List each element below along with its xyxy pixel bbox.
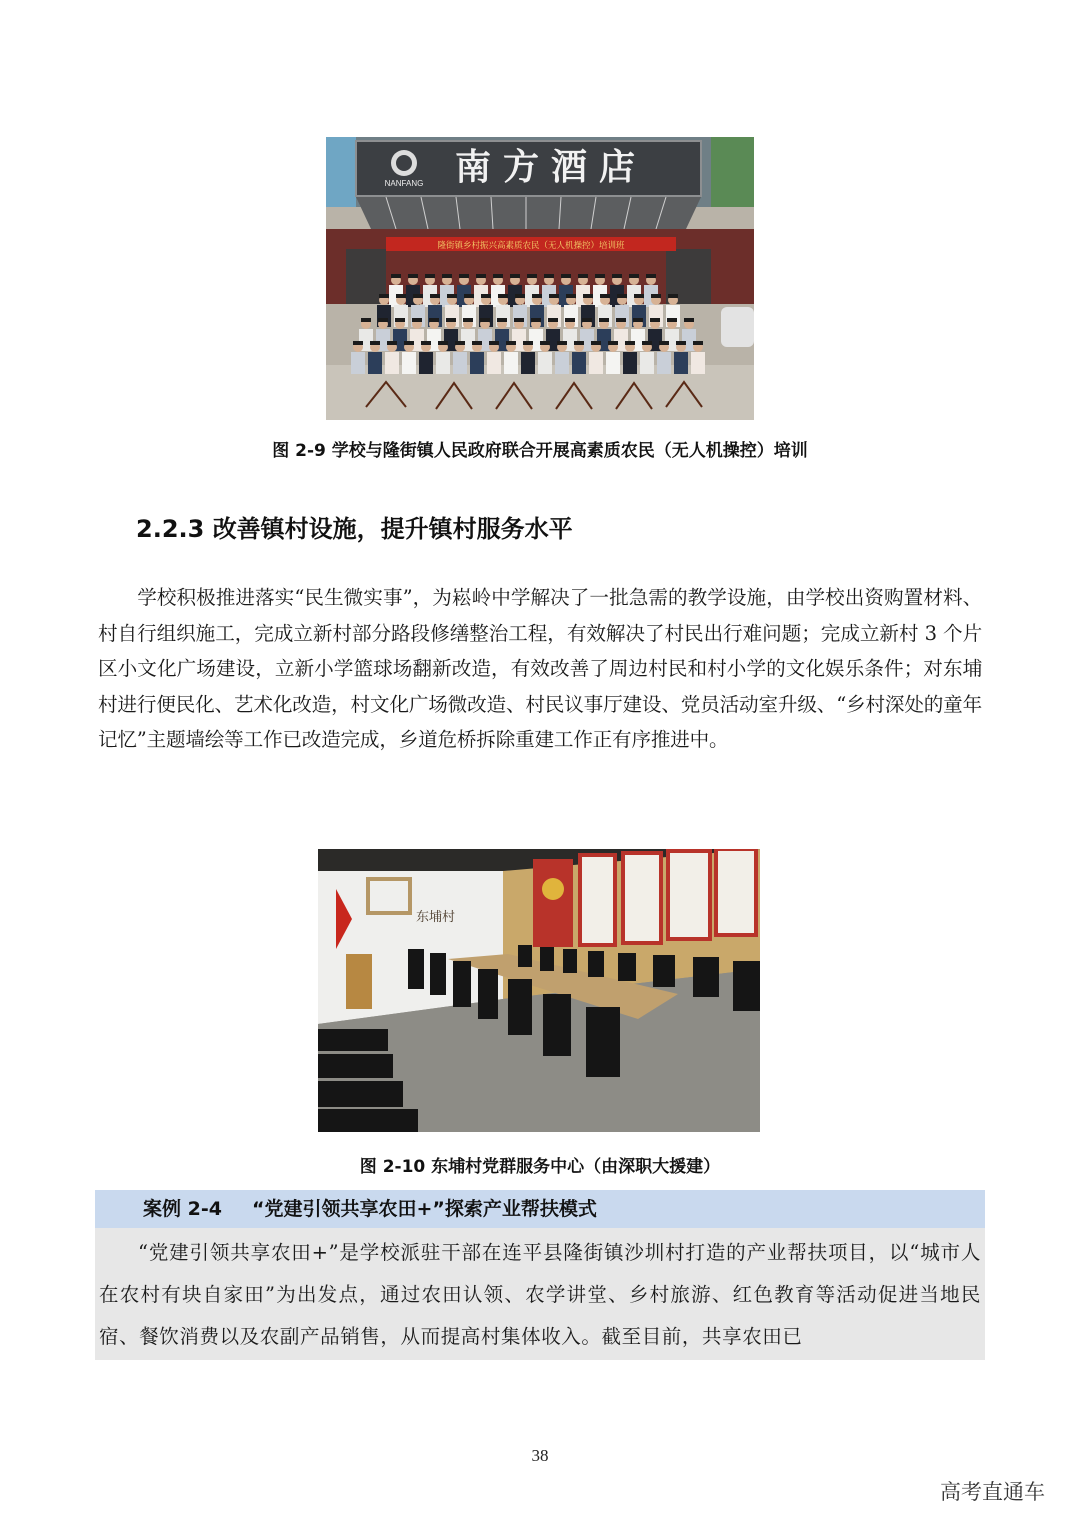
crowd-person-hair	[463, 318, 473, 322]
crowd-person-hair	[532, 294, 542, 298]
crowd-person-hair	[480, 318, 490, 322]
crowd-person	[640, 352, 654, 374]
crowd-person	[572, 352, 586, 374]
crowd-person	[691, 352, 705, 374]
crowd-person	[555, 352, 569, 374]
crowd-person	[521, 352, 535, 374]
crowd-person-hair	[617, 294, 627, 298]
crowd-person-hair	[667, 318, 677, 322]
crowd-person	[419, 352, 433, 374]
crowd-person-hair	[455, 341, 465, 345]
crowd-person-hair	[476, 274, 486, 278]
crowd-person-hair	[599, 318, 609, 322]
crowd-person-hair	[459, 274, 469, 278]
crowd-person-hair	[498, 294, 508, 298]
crowd-person-hair	[361, 318, 371, 322]
crowd-person-hair	[396, 294, 406, 298]
crowd-person-hair	[625, 341, 635, 345]
crowd-person-hair	[540, 341, 550, 345]
crowd-person-hair	[595, 274, 605, 278]
case-title: “党建引领共享农田+”探索产业帮扶模式	[251, 1198, 597, 1220]
crowd-person	[487, 352, 501, 374]
crowd-person-hair	[634, 294, 644, 298]
crowd-person-hair	[438, 341, 448, 345]
crowd-person-hair	[464, 294, 474, 298]
crowd-person	[674, 352, 688, 374]
crowd-person-hair	[515, 294, 525, 298]
hotel-sign-text: 南方酒店	[454, 146, 648, 188]
crowd-person	[606, 352, 620, 374]
wall-logo-text: 东埔村	[416, 910, 456, 925]
crowd-person-hair	[676, 341, 686, 345]
crowd-person-hair	[510, 274, 520, 278]
crowd-person-hair	[527, 274, 537, 278]
crowd-person-hair	[583, 294, 593, 298]
crowd-person-hair	[616, 318, 626, 322]
page-number: 38	[531, 1446, 549, 1465]
crowd-person	[623, 352, 637, 374]
training-banner-text: 隆街镇乡村振兴高素质农民（无人机操控）培训班	[437, 241, 625, 251]
crowd-person-hair	[447, 294, 457, 298]
crowd-person-hair	[600, 294, 610, 298]
crowd-person-hair	[651, 294, 661, 298]
crowd-person	[589, 352, 603, 374]
crowd-person	[402, 352, 416, 374]
case-header	[95, 1190, 985, 1228]
crowd-person-hair	[582, 318, 592, 322]
crowd-person-hair	[514, 318, 524, 322]
crowd-person-hair	[548, 318, 558, 322]
crowd-person-hair	[378, 318, 388, 322]
crowd-person-hair	[408, 274, 418, 278]
hotel-logo-text: NANFANG	[384, 179, 424, 188]
crowd-person-hair	[578, 274, 588, 278]
crowd-person-hair	[353, 341, 363, 345]
crowd-person-hair	[561, 274, 571, 278]
crowd-person-hair	[608, 341, 618, 345]
crowd-person-hair	[650, 318, 660, 322]
body-paragraph: 学校积极推进落实“民生微实事”，为崧岭中学解决了一批急需的教学设施，由学校出资购置材料、村自行组织施工，完成立新村部分路段修缮整治工程，有效解决了村民出行难问题；完成立新村 3 个片区小文化广场建设，立新小学篮球场翻新改造，有效改善了周边村民和村小学的文化娱乐条件；对东埔村进行便民化、艺术化改造，村文化广场微改造、村民议事厅建设、党员活动室升级、“乡村深处的童年记忆”主题墙绘等工作已改造完成，乡道危桥拆除重建工作正有序推进中。	[98, 586, 982, 752]
crowd-person-hair	[668, 294, 678, 298]
case-body: “党建引领共享农田+”是学校派驻干部在连平县隆街镇沙圳村打造的产业帮扶项目，以“城市人在农村有块自家田”为出发点，通过农田认领、农学讲堂、乡村旅游、红色教育等活动促进当地民宿、餐饮消费以及农副产品销售，从而提高村集体收入。截至目前，共享农田已	[95, 1228, 985, 1360]
crowd-person-hair	[370, 341, 380, 345]
figure-2-10-photo	[318, 849, 760, 1132]
crowd-person-hair	[446, 318, 456, 322]
crowd-person	[453, 352, 467, 374]
crowd-person-hair	[497, 318, 507, 322]
crowd-person-hair	[421, 341, 431, 345]
case-box	[95, 1190, 985, 1360]
crowd-person-hair	[523, 341, 533, 345]
crowd-person-hair	[489, 341, 499, 345]
crowd-person-hair	[506, 341, 516, 345]
crowd-person	[385, 352, 399, 374]
crowd-person-hair	[413, 294, 423, 298]
crowd-person-hair	[379, 294, 389, 298]
crowd-person-hair	[684, 318, 694, 322]
crowd-person	[351, 352, 365, 374]
crowd-person-hair	[472, 341, 482, 345]
crowd-person-hair	[629, 274, 639, 278]
crowd-person-hair	[574, 341, 584, 345]
case-label: 案例 2-4	[143, 1198, 222, 1220]
crowd-person-hair	[633, 318, 643, 322]
crowd-person-hair	[425, 274, 435, 278]
crowd-person-hair	[387, 341, 397, 345]
figure-2-9-caption: 图 2-9 学校与隆街镇人民政府联合开展高素质农民（无人机操控）培训	[272, 441, 808, 461]
crowd-person-hair	[566, 294, 576, 298]
crowd-person-hair	[557, 341, 567, 345]
section-heading: 2.2.3 改善镇村设施，提升镇村服务水平	[136, 515, 573, 543]
crowd-person-hair	[442, 274, 452, 278]
crowd-person-hair	[544, 274, 554, 278]
crowd-person-hair	[493, 274, 503, 278]
crowd-person-hair	[412, 318, 422, 322]
crowd-person-hair	[646, 274, 656, 278]
crowd-person-hair	[693, 341, 703, 345]
crowd-person-hair	[531, 318, 541, 322]
crowd-person	[436, 352, 450, 374]
crowd-person	[538, 352, 552, 374]
crowd-person-hair	[642, 341, 652, 345]
crowd-person-hair	[429, 318, 439, 322]
crowd-person-hair	[481, 294, 491, 298]
crowd-person-hair	[549, 294, 559, 298]
figure-2-9-photo	[326, 137, 754, 420]
crowd-person-hair	[565, 318, 575, 322]
crowd-person-hair	[430, 294, 440, 298]
crowd-person	[470, 352, 484, 374]
crowd-person-hair	[591, 341, 601, 345]
watermark: 高考直通车	[940, 1480, 1045, 1504]
crowd-person	[368, 352, 382, 374]
crowd-person	[504, 352, 518, 374]
crowd-person-hair	[612, 274, 622, 278]
crowd-person-hair	[659, 341, 669, 345]
figure-2-10-caption: 图 2-10 东埔村党群服务中心（由深职大援建）	[359, 1157, 721, 1177]
crowd-person-hair	[404, 341, 414, 345]
crowd-person-hair	[391, 274, 401, 278]
crowd-person	[657, 352, 671, 374]
crowd-person-hair	[395, 318, 405, 322]
